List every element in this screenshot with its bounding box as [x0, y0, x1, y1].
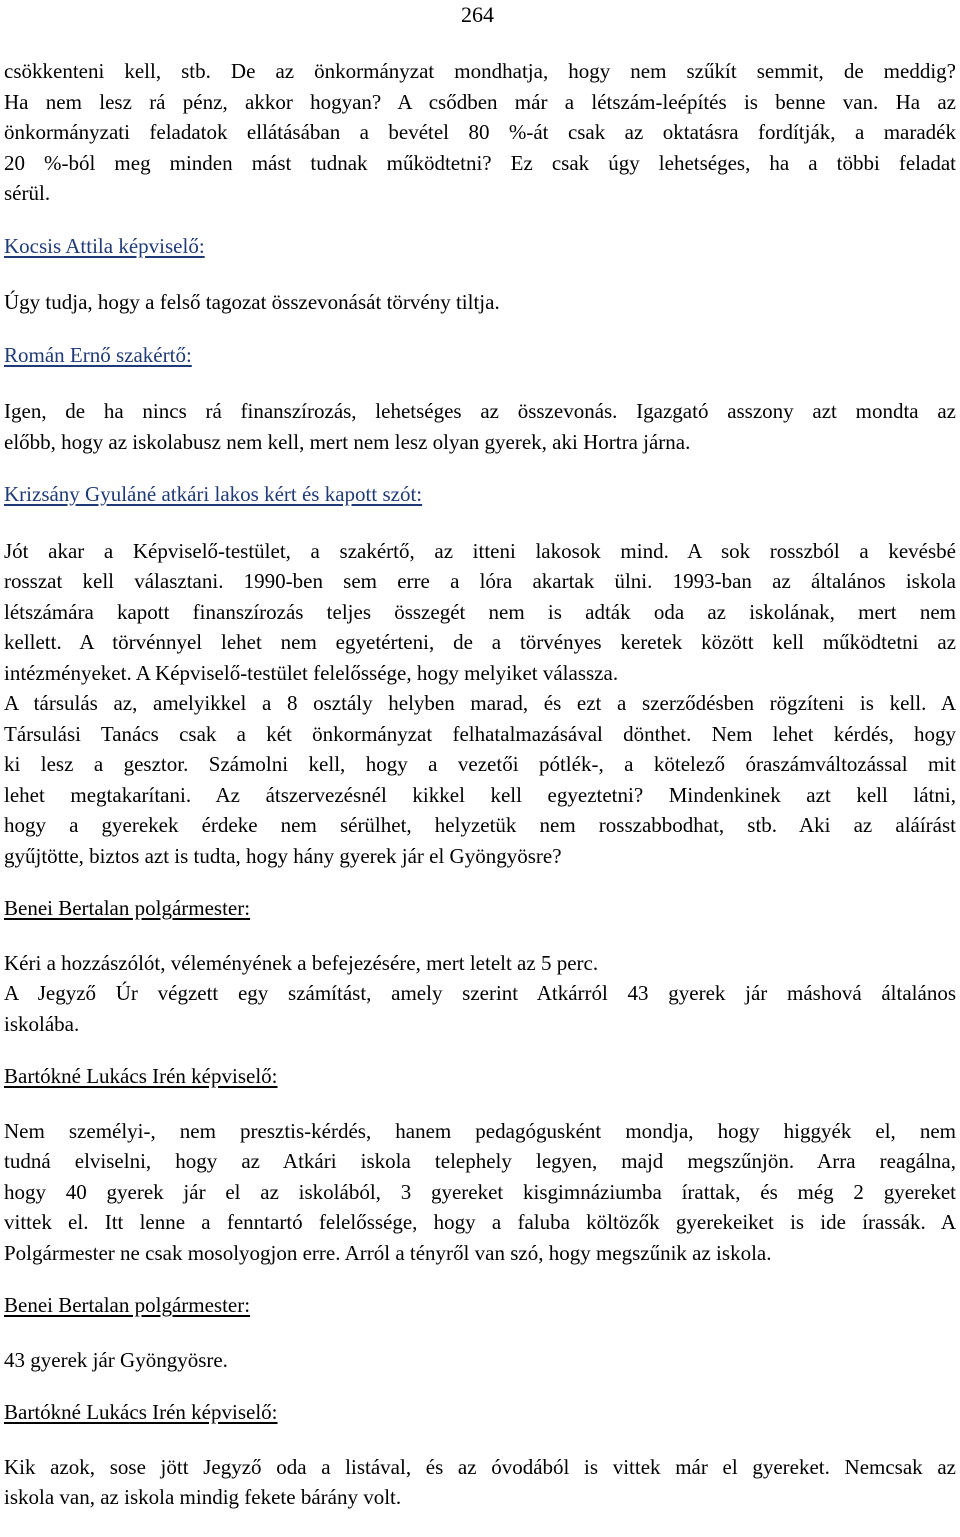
text-line: Társulási Tanács csak a két önkormányzat felhatalmazásával dönthet. Nem lehet kérdés, hogy [4, 721, 956, 746]
paragraph [4, 948, 956, 1040]
page-number: 264 [461, 2, 494, 27]
text-line: Úgy tudja, hogy a felső tagozat összevonását törvény tiltja. [4, 290, 500, 314]
text-line: gyűjtötte, biztos azt is tudta, hogy hány gyerek jár el Gyöngyösre? [4, 843, 562, 868]
text-line: létszámára kapott finanszírozás teljes összegét nem is adták oda az iskolának, mert nem [4, 599, 956, 624]
speaker-heading: Kocsis Attila képviselő: [4, 233, 205, 258]
text-line: sérül. [4, 181, 51, 205]
speaker-heading: Román Ernő szakértő: [4, 342, 192, 367]
text-line: iskolába. [4, 1011, 80, 1036]
document-body [4, 56, 956, 1513]
paragraph [4, 1452, 956, 1513]
text-line: ki lesz a gesztor. Számolni kell, hogy a vezetői pótlék-, a kötelező óraszámváltozással mit [4, 752, 956, 776]
text-line: hogy 40 gyerek jár el az iskolából, 3 gyereket kisgimnáziumba írattak, és még 2 gyereket [4, 1179, 956, 1204]
paragraph [4, 56, 956, 209]
paragraph [4, 536, 956, 872]
text-line: lehet megtakarítani. Az átszervezésnél kikkel kell egyeztetni? Mindenkinek azt kell látni, [4, 782, 956, 807]
text-line: Kik azok, sose jött Jegyző oda a listával, és az óvodából is vittek már el gyereket. Nemcsak az [4, 1454, 956, 1479]
text-line: rosszat kell választani. 1990-ben sem erre a lóra akartak ülni. 1993-ban az általános iskola [4, 569, 956, 593]
text-line: 20 %-ból meg minden mást tudnak működtetni? Ez csak úgy lehetséges, ha a többi feladat [4, 150, 956, 175]
text-line: önkormányzati feladatok ellátásában a bevétel 80 %-át csak az oktatásra fordítják, a maradék [4, 120, 956, 144]
speaker-heading: Bartókné Lukács Irén képviselő: [4, 1064, 278, 1088]
paragraph [4, 1116, 956, 1269]
text-line: csökkenteni kell, stb. De az önkormányzat mondhatja, hogy nem szűkít semmit, de meddig? [4, 59, 956, 83]
text-line: iskola van, az iskola mindig fekete bárány volt. [4, 1485, 402, 1509]
text-line: Ha nem lesz rá pénz, akkor hogyan? A csődben már a létszám-leépítés is benne van. Ha az [4, 89, 956, 114]
text-line: Jót akar a Képviselő-testület, a szakértő, az itteni lakosok mind. A sok rosszból a kevésbé [4, 538, 956, 563]
speaker-heading: Benei Bertalan polgármester: [4, 896, 251, 920]
speaker-heading: Krizsány Gyuláné atkári lakos kért és kapott szót: [4, 482, 423, 506]
text-line: 43 gyerek jár Gyöngyösre. [4, 1347, 228, 1372]
text-line: intézményeket. A Képviselő-testület felelőssége, hogy melyiket válassza. [4, 660, 619, 685]
paragraph [4, 287, 956, 318]
speaker-heading: Bartókné Lukács Irén képviselő: [4, 1400, 278, 1424]
text-line: Nem személyi-, nem presztis-kérdés, hanem pedagógusként mondja, hogy higgyék el, nem [4, 1118, 956, 1143]
text-line: kellett. A törvénnyel lehet nem egyetérteni, de a törvényes keretek között kell működtetni az [4, 630, 956, 654]
text-line: Polgármester ne csak mosolyogjon erre. Arról a tényről van szó, hogy megszűnik az iskola. [4, 1240, 772, 1265]
paragraph [4, 1345, 956, 1376]
text-line: Kéri a hozzászólót, véleményének a befejezésére, mert letelt az 5 perc. [4, 950, 599, 975]
text-line: A Jegyző Úr végzett egy számítást, amely szerint Atkárról 43 gyerek jár máshová általános [4, 981, 956, 1005]
text-line: Igen, de ha nincs rá finanszírozás, lehetséges az összevonás. Igazgató asszony azt mondta az [4, 399, 956, 423]
speaker-heading: Benei Bertalan polgármester: [4, 1293, 251, 1317]
text-line: tudná elviselni, hogy az Atkári iskola telephely legyen, majd megszűnjön. Arra reagálna, [4, 1149, 956, 1173]
text-line: vittek el. Itt lenne a fenntartó felelőssége, hogy a faluba költözők gyerekeiket is ide írassák. A [4, 1210, 956, 1234]
text-line: hogy a gyerekek érdeke nem sérülhet, helyzetük nem rosszabbodhat, stb. Aki az aláírást [4, 813, 956, 837]
text-line: előbb, hogy az iskolabusz nem kell, mert nem lesz olyan gyerek, aki Hortra járna. [4, 429, 691, 454]
paragraph [4, 396, 956, 457]
text-line: A társulás az, amelyikkel a 8 osztály helyben marad, és ezt a szerződésben rögzíteni is kell. A [4, 691, 956, 715]
